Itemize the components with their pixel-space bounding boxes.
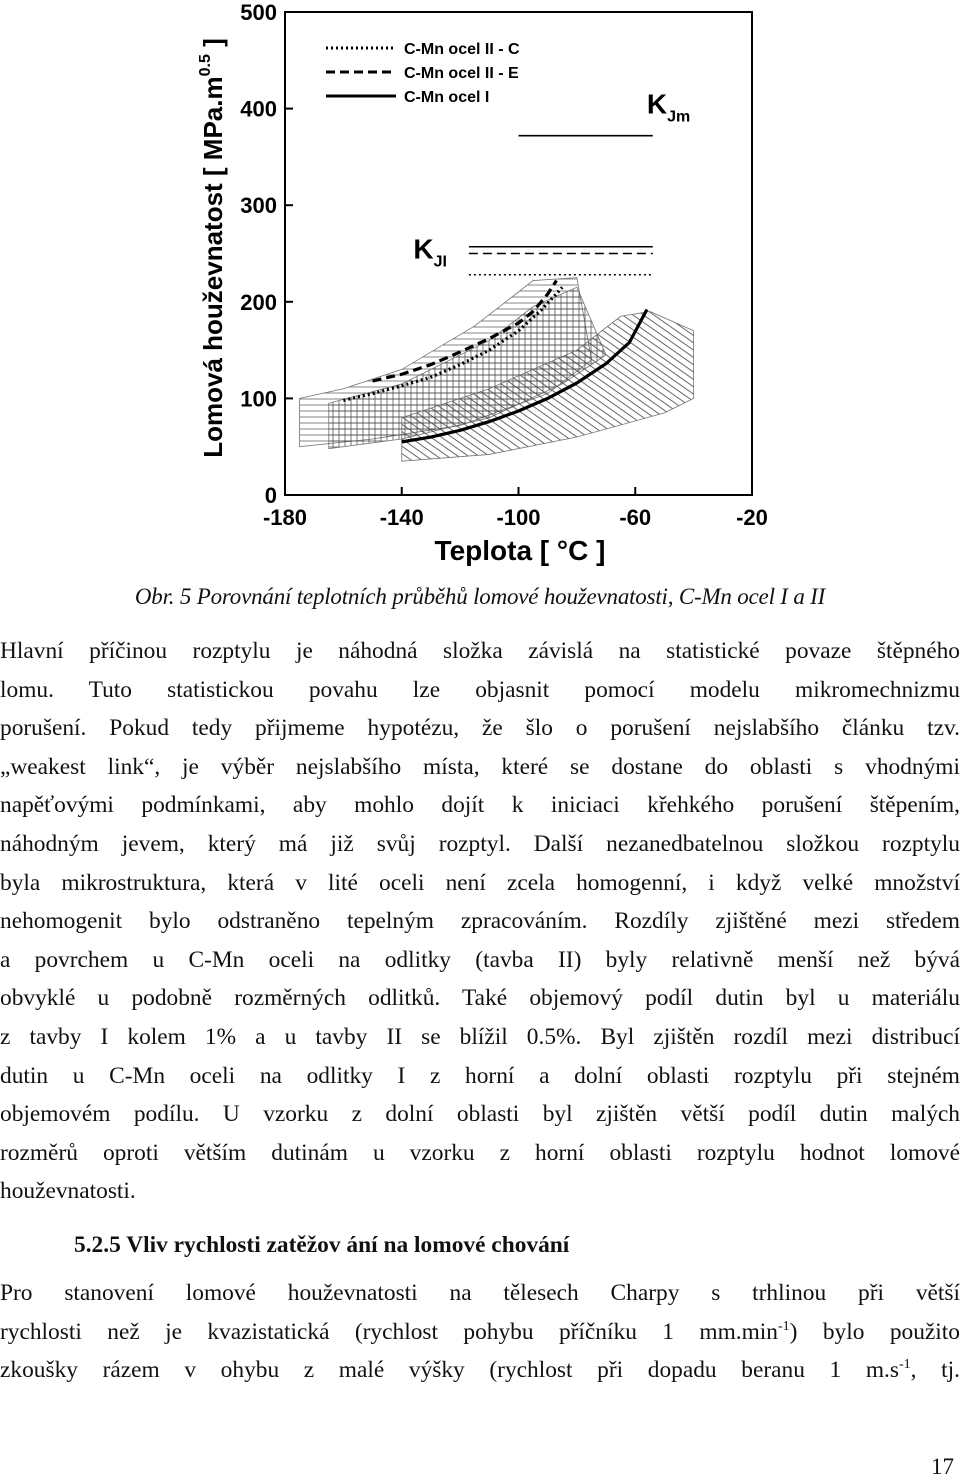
paragraph-line: a povrchem u C-Mn oceli na odlitky (tavba II) byly relativně menší než bývá [0,946,960,973]
x-tick-label: -180 [262,505,308,530]
paragraph-line: porušení. Pokud tedy přijmeme hypotézu, že šlo o porušení nejslabšího článku tzv. [0,715,960,742]
x-tick-label: -100 [496,505,541,530]
y-axis-label-main: Lomová houževnatost [ MPa.m [198,76,228,458]
legend-label: C-Mn ocel I [404,89,490,106]
line-text: zkoušky rázem v ohybu z malé výšky (rychlost při dopadu beranu 1 m.s [0,1357,899,1384]
annotation-label: $K_{JI}$ [413,233,448,271]
paragraph-line: houževnatosti. [0,1178,136,1205]
x-tick-label: -60 [619,505,652,530]
y-tick-label: 200 [240,289,277,315]
paragraph-line: z tavby I kolem 1% a u tavby II se blížil 0.5%. Byl zjištěn rozdíl mezi distribucí [0,1023,960,1050]
figure-caption: Obr. 5 Porovnání teplotních průběhů lomové houževnatosti, C-Mn ocel I a II [134,584,826,609]
paragraph-line: Pro stanovení lomové houževnatosti na tělesech Charpy s trhlinou při větší [0,1280,960,1306]
chart-legend [326,41,520,106]
line-text: rychlosti než je kvazistatická (rychlost pohybu příčníku 1 mm.min [0,1318,778,1345]
x-tick-label: -20 [736,505,768,530]
section-heading: 5.2.5 Vliv rychlosti zatěžov ání na lomové chování [74,1232,570,1258]
exponent: -1 [778,1318,790,1334]
x-axis-label: Teplota [ °C ] [434,535,606,566]
paragraph-loading-rate [0,1274,960,1390]
scatter-bands [300,278,694,462]
line-text: , tj. [910,1357,960,1384]
y-axis-label [197,38,228,458]
fracture-toughness-chart [0,0,960,580]
paragraph-line [0,1351,960,1390]
paragraph-line: dutin u C-Mn oceli na odlitky I z horní a dolní oblasti rozptylu při stejném [0,1062,960,1089]
paragraph-line: napěťovými podmínkami, aby mohlo dojít k iniciaci křehkého porušení štěpením, [0,792,960,819]
y-tick-label: 400 [240,96,277,122]
page-number: 17 [931,1454,954,1479]
y-tick-label: 100 [240,386,277,412]
paragraph-line: „weakest link“, je výběr nejslabšího místa, které se dostane do oblasti s vhodnými [0,753,960,780]
paragraph-line: objemovém podílu. U vzorku z dolní oblasti byl zjištěn větší podíl dutin malých [0,1101,960,1128]
paragraph-line: nehomogenit bylo odstraněno tepelným zpracováním. Rozdíly zjištěné mezi středem [0,908,960,935]
y-axis-label-exponent: 0.5 [197,54,214,77]
reference-lines [469,136,653,275]
paragraph-line: lomu. Tuto statistickou povahu lze objasnit pomocí modelu mikromechnizmu [0,676,960,703]
x-tick-label: -140 [379,505,424,530]
paragraph-line: rozměrů oproti větším dutinám u vzorku z horní oblasti rozptylu hodnot lomové [0,1139,960,1166]
paragraph-line: obvyklé u podobně rozměrných odlitků. Také objemový podíl dutin byl u materiálu [0,985,960,1012]
exponent: -1 [899,1357,911,1373]
y-tick-label: 300 [240,193,277,219]
legend-label: C-Mn ocel II - E [404,65,519,82]
y-axis-label-end: ] [198,38,228,55]
paragraph-scatter-causes [0,632,960,1211]
chart-annotations [413,88,690,270]
paragraph-line: Hlavní příčinou rozptylu je náhodná složka závislá na statistické povaze štěpného [0,638,960,664]
y-tick-label: 500 [240,0,277,25]
line-text: ) bylo použito [789,1318,960,1345]
annotation-label: $K_{Jm}$ [646,88,691,126]
legend-label: C-Mn ocel II - C [404,41,520,58]
paragraph-line: náhodným jevem, který má již svůj rozptyl. Další nezanedbatelnou složkou rozptylu [0,830,960,857]
paragraph-line [0,1313,960,1352]
paragraph-line: byla mikrostruktura, která v lité oceli není zcela homogenní, i když velké množství [0,869,960,896]
y-tick-label: 0 [264,483,277,508]
